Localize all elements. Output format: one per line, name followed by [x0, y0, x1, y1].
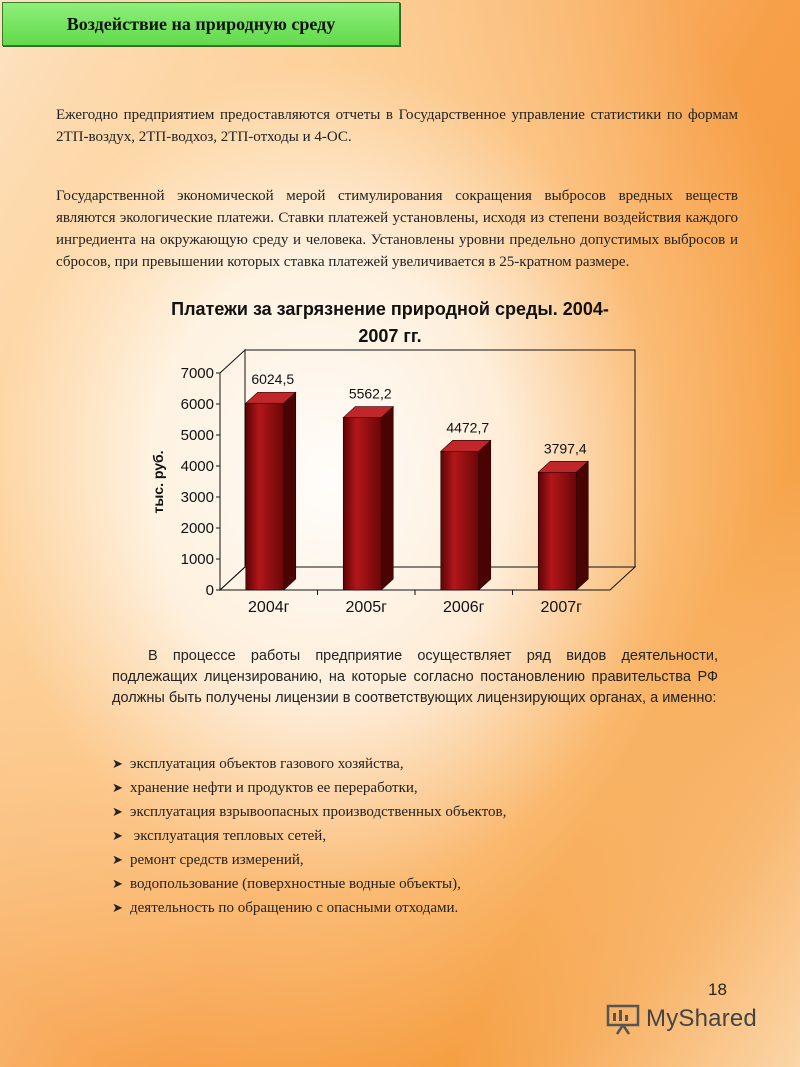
bar-side [381, 407, 393, 590]
x-tick-label: 2005г [345, 599, 387, 616]
myshared-logo[interactable] [606, 1003, 757, 1035]
list-item: ➤ водопользование (поверхностные водные объекты), [112, 872, 506, 896]
page-number: 18 [708, 980, 727, 999]
list-item: ➤ эксплуатация объектов газового хозяйства, [112, 752, 506, 776]
bar-value-label: 4472,7 [446, 419, 490, 436]
bar-2005г [343, 407, 393, 590]
arrow-bullet-icon: ➤ [112, 804, 123, 819]
bar-value-label: 3797,4 [543, 440, 587, 457]
bar-2006г [441, 440, 491, 590]
y-tick-label: 4000 [180, 458, 214, 475]
bar-2004г [246, 392, 296, 590]
bar-front [246, 403, 284, 590]
bar-front [343, 418, 381, 590]
y-tick-label: 6000 [180, 396, 214, 413]
arrow-bullet-icon: ➤ [112, 828, 123, 843]
bar-2007г [538, 461, 588, 590]
bar-front [538, 472, 576, 590]
page-title: Воздействие на природную среду [2, 2, 400, 46]
y-tick-label: 5000 [180, 427, 214, 444]
pollution-payments-chart [130, 295, 670, 635]
arrow-bullet-icon: ➤ [112, 876, 123, 891]
bar-side [576, 461, 588, 590]
licensed-activities-list [112, 752, 506, 920]
list-item: ➤ эксплуатация тепловых сетей, [112, 824, 506, 848]
payments-paragraph: Государственной экономической мерой стимулирования сокращения выбросов вредных веществ являются экологические платежи. Ставки платежей установлены, исходя из степени воздействия каждого ингредиента на окружающую среду и человека. Установлены уровни предельно допустимых выбросов и сбросов, при превышении которых ставка платежей увеличивается в 25-кратном размере. [56, 188, 738, 270]
list-item: ➤ деятельность по обращению с опасными отходами. [112, 896, 506, 920]
y-tick-label: 2000 [180, 520, 214, 537]
arrow-bullet-icon: ➤ [112, 756, 123, 771]
x-tick-label: 2004г [248, 599, 290, 616]
list-item: ➤ ремонт средств измерений, [112, 848, 506, 872]
presentation-board-icon [606, 1003, 640, 1035]
licensing-paragraph [112, 646, 718, 709]
list-item: ➤ хранение нефти и продуктов ее переработки, [112, 776, 506, 800]
bar-value-label: 6024,5 [251, 371, 295, 388]
chart-side-wall [220, 350, 245, 590]
chart-title-line1: Платежи за загрязнение природной среды. 2004- [171, 299, 609, 319]
arrow-bullet-icon: ➤ [112, 852, 123, 867]
logo-text: MyShared [646, 1005, 757, 1032]
x-tick-label: 2006г [443, 599, 485, 616]
bar-front [441, 451, 479, 590]
intro-paragraph: Ежегодно предприятием предоставляются отчеты в Государственное управление статистики по формам 2ТП-воздух, 2ТП-водхоз, 2ТП-отходы и 4-ОС. [56, 107, 738, 145]
list-item: ➤ эксплуатация взрывоопасных производственных объектов, [112, 800, 506, 824]
y-tick-label: 0 [205, 582, 214, 599]
arrow-bullet-icon: ➤ [112, 900, 123, 915]
y-tick-label: 7000 [180, 365, 214, 382]
y-axis-label: тыс. руб. [150, 450, 166, 514]
bar-side [479, 440, 491, 590]
bar-value-label: 5562,2 [348, 385, 392, 402]
x-tick-label: 2007г [540, 599, 582, 616]
licensing-paragraph-text: В процессе работы предприятие осуществляет ряд видов деятельности, подлежащих лицензированию, на которые согласно постановлению правительства РФ должны быть получены лицензии в соответствующих лицензирующих органах, а именно: [112, 648, 718, 706]
y-tick-label: 1000 [180, 551, 214, 568]
chart-title-line2: 2007 гг. [358, 326, 422, 346]
arrow-bullet-icon: ➤ [112, 780, 123, 795]
bar-side [284, 392, 296, 590]
y-tick-label: 3000 [180, 489, 214, 506]
